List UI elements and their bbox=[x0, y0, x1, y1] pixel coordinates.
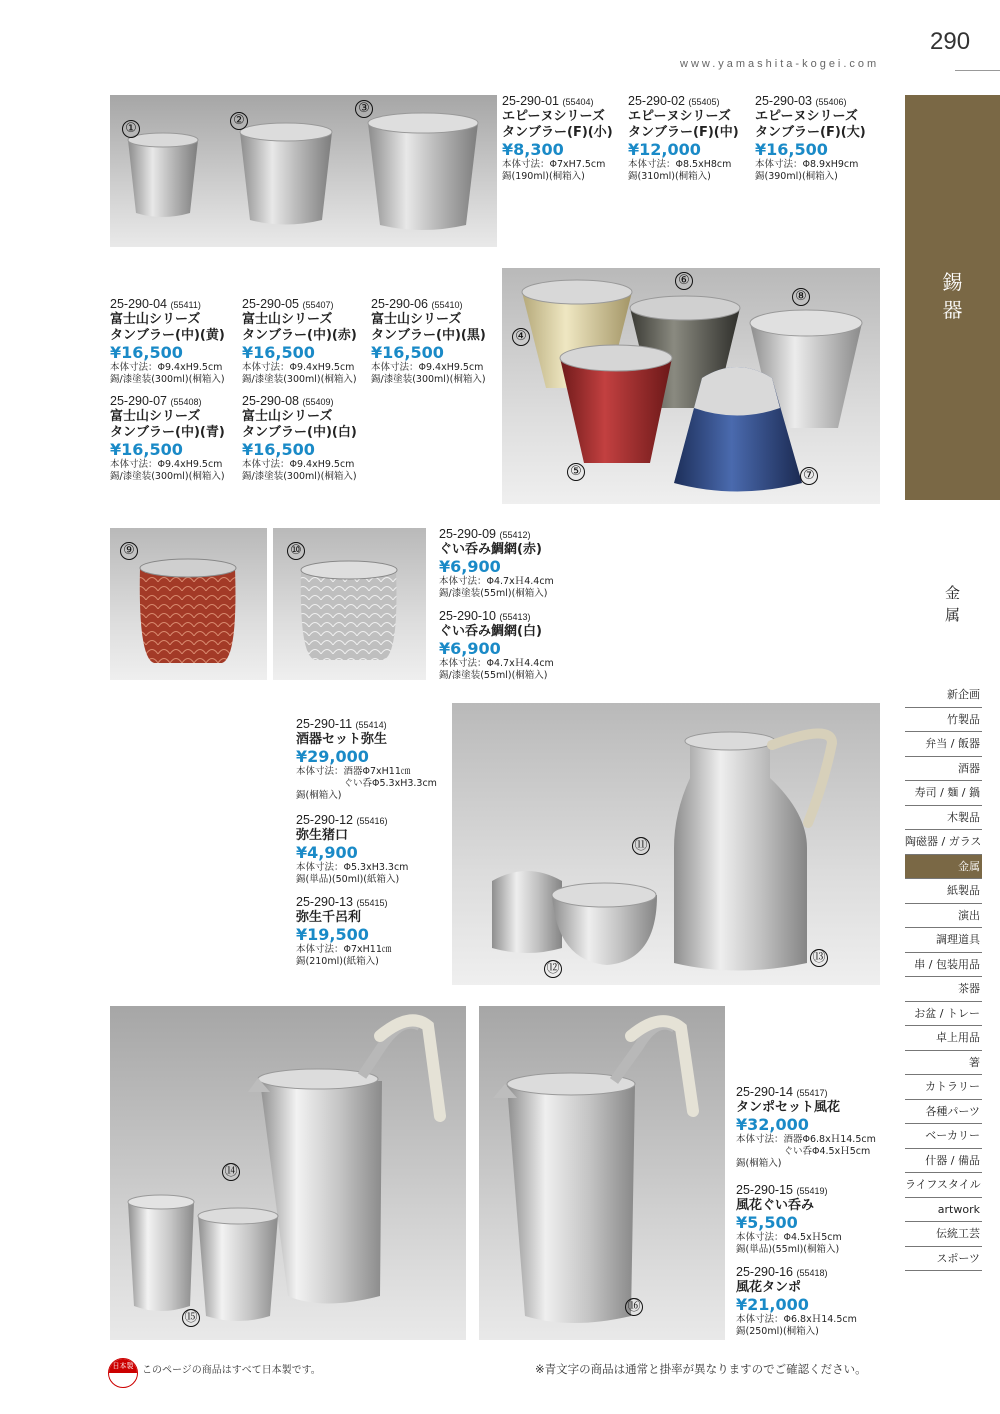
product-name: ぐい呑み鯛網(赤) bbox=[439, 542, 542, 557]
photo-epine-tumblers[interactable] bbox=[110, 95, 497, 247]
photo-number-5: ⑤ bbox=[567, 463, 585, 481]
product-25-290-06[interactable] bbox=[371, 298, 486, 386]
nav-item[interactable]: 演出 bbox=[905, 904, 982, 929]
product-name: タンブラー(F)(小) bbox=[502, 125, 613, 140]
product-subcode: (55406) bbox=[815, 97, 847, 107]
fuka-tanpo-illustration bbox=[479, 1006, 725, 1340]
product-name: 風花タンポ bbox=[736, 1280, 802, 1295]
product-spec: 本体寸法：Φ9.4xH9.5cm bbox=[110, 459, 223, 470]
product-subcode: (55418) bbox=[796, 1268, 828, 1278]
product-name: タンブラー(中)(黒) bbox=[371, 328, 486, 343]
photo-fuka-tanpo[interactable] bbox=[479, 1006, 725, 1340]
product-spec: 錫(250ml)(桐箱入) bbox=[736, 1326, 819, 1337]
nav-item[interactable]: 箸 bbox=[905, 1051, 982, 1076]
product-subcode: (55404) bbox=[562, 97, 594, 107]
product-subcode: (55417) bbox=[796, 1088, 828, 1098]
product-spec: 本体寸法：Φ7xH11㎝ bbox=[296, 944, 392, 955]
product-code: 25-290-16 bbox=[736, 1265, 793, 1279]
fuji-illustration bbox=[502, 268, 880, 504]
category-nav bbox=[905, 683, 982, 1271]
product-name: タンブラー(中)(赤) bbox=[242, 328, 357, 343]
product-price: ¥16,500 bbox=[110, 343, 183, 362]
photo-number-10: ⑩ bbox=[287, 542, 305, 560]
product-code: 25-290-03 bbox=[755, 94, 812, 108]
product-spec: 錫/漆塗装(300ml)(桐箱入) bbox=[242, 471, 357, 482]
product-25-290-07[interactable] bbox=[110, 395, 225, 483]
product-name: 酒器セット弥生 bbox=[296, 732, 388, 747]
product-price: ¥12,000 bbox=[628, 140, 701, 159]
product-code: 25-290-11 bbox=[296, 717, 353, 731]
product-name: エピーヌシリーズ bbox=[502, 109, 605, 124]
product-price: ¥16,500 bbox=[110, 440, 183, 459]
nav-item[interactable]: スポーツ bbox=[905, 1247, 982, 1272]
tanpo-set-illustration bbox=[110, 1006, 466, 1340]
product-25-290-11[interactable] bbox=[296, 718, 437, 802]
product-25-290-08[interactable] bbox=[242, 395, 357, 483]
product-code: 25-290-08 bbox=[242, 394, 299, 408]
photo-number-1: ① bbox=[122, 120, 140, 138]
photo-number-12: ⑫ bbox=[544, 960, 562, 978]
product-subcode: (55419) bbox=[796, 1186, 828, 1196]
product-subcode: (55405) bbox=[688, 97, 720, 107]
product-price: ¥16,500 bbox=[755, 140, 828, 159]
product-code: 25-290-05 bbox=[242, 297, 299, 311]
nav-item[interactable]: 伝統工芸 bbox=[905, 1222, 982, 1247]
product-spec: 錫(単品)(50ml)(紙箱入) bbox=[296, 874, 400, 885]
photo-number-11: ⑪ bbox=[632, 837, 650, 855]
product-name: ぐい呑み鯛網(白) bbox=[439, 624, 542, 639]
nav-item[interactable]: 新企画 bbox=[905, 683, 982, 708]
nav-item[interactable]: 紙製品 bbox=[905, 879, 982, 904]
product-name: タンポセット風花 bbox=[736, 1100, 841, 1115]
product-price: ¥6,900 bbox=[439, 557, 501, 576]
product-name: 富士山シリーズ bbox=[371, 312, 462, 327]
product-name: 富士山シリーズ bbox=[242, 409, 333, 424]
nav-item[interactable]: 茶器 bbox=[905, 977, 982, 1002]
product-spec: 本体寸法：Φ9.4xH9.5cm bbox=[242, 459, 355, 470]
product-spec: 錫(190ml)(桐箱入) bbox=[502, 171, 585, 182]
product-name: 富士山シリーズ bbox=[242, 312, 333, 327]
nav-item[interactable]: 各種パーツ bbox=[905, 1100, 982, 1125]
product-spec: ぐい呑Φ5.3xH3.3cm bbox=[296, 778, 437, 789]
product-spec: 錫(桐箱入) bbox=[296, 790, 342, 801]
product-name: タンブラー(F)(中) bbox=[628, 125, 739, 140]
product-price: ¥21,000 bbox=[736, 1295, 809, 1314]
photo-number-14: ⑭ bbox=[222, 1163, 240, 1181]
product-subcode: (55416) bbox=[356, 816, 388, 826]
product-25-290-16[interactable] bbox=[736, 1266, 857, 1338]
product-subcode: (55412) bbox=[499, 530, 531, 540]
product-subcode: (55414) bbox=[355, 720, 387, 730]
product-price: ¥5,500 bbox=[736, 1213, 798, 1232]
photo-number-3: ③ bbox=[355, 100, 373, 118]
product-price: ¥16,500 bbox=[371, 343, 444, 362]
photo-number-4: ④ bbox=[512, 328, 530, 346]
page-number-rule bbox=[955, 70, 1000, 71]
product-spec: 本体寸法：Φ9.4xH9.5cm bbox=[242, 362, 355, 373]
product-code: 25-290-13 bbox=[296, 895, 353, 909]
product-spec: 本体寸法：Φ4.7xＨ4.4cm bbox=[439, 576, 554, 587]
category-sub-label bbox=[905, 582, 1000, 626]
nav-item[interactable]: 木製品 bbox=[905, 806, 982, 831]
product-name: 弥生猪口 bbox=[296, 828, 349, 843]
product-spec: 錫/漆塗装(300ml)(桐箱入) bbox=[110, 374, 225, 385]
product-code: 25-290-14 bbox=[736, 1085, 793, 1099]
product-code: 25-290-12 bbox=[296, 813, 353, 827]
product-spec: 錫/漆塗装(55ml)(桐箱入) bbox=[439, 670, 548, 681]
page-number: 290 bbox=[930, 28, 971, 55]
photo-number-9: ⑨ bbox=[120, 542, 138, 560]
product-price: ¥19,500 bbox=[296, 925, 369, 944]
product-spec: 錫(単品)(55ml)(桐箱入) bbox=[736, 1244, 840, 1255]
product-price: ¥4,900 bbox=[296, 843, 358, 862]
product-25-290-09[interactable] bbox=[439, 528, 554, 600]
photo-guinomi-red[interactable] bbox=[110, 528, 267, 680]
product-name: 富士山シリーズ bbox=[110, 409, 201, 424]
nav-item[interactable]: 陶磁器 / ガラス bbox=[905, 830, 982, 855]
product-name: タンブラー(F)(大) bbox=[755, 125, 866, 140]
product-spec: 本体寸法：Φ9.4xH9.5cm bbox=[110, 362, 223, 373]
nav-item-active[interactable]: 金属 bbox=[905, 855, 982, 880]
photo-number-16: ⑯ bbox=[625, 1298, 643, 1316]
product-code: 25-290-09 bbox=[439, 527, 496, 541]
product-25-290-13[interactable] bbox=[296, 896, 391, 968]
nav-item[interactable]: ベーカリー bbox=[905, 1124, 982, 1149]
photo-guinomi-white[interactable] bbox=[273, 528, 426, 680]
sake-set-illustration bbox=[452, 703, 880, 985]
product-subcode: (55415) bbox=[356, 898, 388, 908]
nav-item[interactable]: 弁当 / 飯器 bbox=[905, 732, 982, 757]
product-spec: ぐい呑Φ4.5xＨ5cm bbox=[736, 1146, 871, 1157]
product-spec: 錫(桐箱入) bbox=[736, 1158, 782, 1169]
product-name: エピーヌシリーズ bbox=[628, 109, 731, 124]
product-name: 風花ぐい呑み bbox=[736, 1198, 815, 1213]
nav-item[interactable]: 竹製品 bbox=[905, 708, 982, 733]
product-spec: 本体寸法：酒器Φ6.8xＨ14.5cm bbox=[736, 1134, 876, 1145]
footer-made-in-japan-note: このページの商品はすべて日本製です。 bbox=[142, 1365, 321, 1376]
product-subcode: (55407) bbox=[302, 300, 334, 310]
tumblers-illustration bbox=[110, 95, 497, 247]
product-name: 弥生千呂利 bbox=[296, 910, 362, 925]
product-25-290-01[interactable] bbox=[502, 95, 613, 183]
photo-number-2: ② bbox=[230, 112, 248, 130]
photo-number-8: ⑧ bbox=[792, 288, 810, 306]
product-code: 25-290-06 bbox=[371, 297, 428, 311]
nav-item[interactable]: カトラリー bbox=[905, 1075, 982, 1100]
product-price: ¥16,500 bbox=[242, 440, 315, 459]
product-code: 25-290-10 bbox=[439, 609, 496, 623]
product-spec: 錫/漆塗装(300ml)(桐箱入) bbox=[110, 471, 225, 482]
product-25-290-10[interactable] bbox=[439, 610, 554, 682]
product-spec: 錫/漆塗装(55ml)(桐箱入) bbox=[439, 588, 548, 599]
product-spec: 錫(210ml)(紙箱入) bbox=[296, 956, 379, 967]
product-code: 25-290-15 bbox=[736, 1183, 793, 1197]
category-sub-text: 金属 bbox=[944, 584, 960, 624]
product-25-290-14[interactable] bbox=[736, 1086, 876, 1170]
nav-item[interactable]: 什器 / 備品 bbox=[905, 1149, 982, 1174]
product-25-290-05[interactable] bbox=[242, 298, 357, 386]
photo-fuji-tumblers[interactable] bbox=[502, 268, 880, 504]
nav-item[interactable]: 寿司 / 麺 / 鍋 bbox=[905, 781, 982, 806]
made-in-japan-badge bbox=[108, 1358, 138, 1388]
product-price: ¥6,900 bbox=[439, 639, 501, 658]
product-spec: 本体寸法：Φ7xH7.5cm bbox=[502, 159, 606, 170]
product-code: 25-290-04 bbox=[110, 297, 167, 311]
product-spec: 本体寸法：Φ9.4xH9.5cm bbox=[371, 362, 484, 373]
badge-label: 日本製 bbox=[109, 1359, 137, 1373]
product-25-290-02[interactable] bbox=[628, 95, 739, 183]
product-spec: 錫(310ml)(桐箱入) bbox=[628, 171, 711, 182]
product-25-290-15[interactable] bbox=[736, 1184, 842, 1256]
product-price: ¥29,000 bbox=[296, 747, 369, 766]
photo-number-15: ⑮ bbox=[182, 1309, 200, 1327]
product-subcode: (55410) bbox=[431, 300, 463, 310]
product-code: 25-290-07 bbox=[110, 394, 167, 408]
product-spec: 本体寸法：Φ5.3xH3.3cm bbox=[296, 862, 409, 873]
product-spec: 本体寸法：Φ4.7xＨ4.4cm bbox=[439, 658, 554, 669]
product-name: タンブラー(中)(青) bbox=[110, 425, 225, 440]
product-name: タンブラー(中)(白) bbox=[242, 425, 357, 440]
photo-sake-set-yayoi[interactable] bbox=[452, 703, 880, 985]
product-spec: 本体寸法：Φ6.8xＨ14.5cm bbox=[736, 1314, 857, 1325]
product-spec: 錫/漆塗装(300ml)(桐箱入) bbox=[242, 374, 357, 385]
product-25-290-12[interactable] bbox=[296, 814, 408, 886]
nav-item[interactable]: ライフスタイル bbox=[905, 1173, 982, 1198]
nav-item[interactable]: 串 / 包装用品 bbox=[905, 953, 982, 978]
product-price: ¥32,000 bbox=[736, 1115, 809, 1134]
product-spec: 本体寸法：Φ8.5xH8cm bbox=[628, 159, 732, 170]
product-spec: 錫/漆塗装(300ml)(桐箱入) bbox=[371, 374, 486, 385]
nav-item[interactable]: 調理道具 bbox=[905, 928, 982, 953]
product-spec: 本体寸法：Φ8.9xH9cm bbox=[755, 159, 859, 170]
product-subcode: (55408) bbox=[170, 397, 202, 407]
category-main-text: 錫器 bbox=[942, 270, 963, 322]
nav-item[interactable]: 酒器 bbox=[905, 757, 982, 782]
nav-item[interactable]: 卓上用品 bbox=[905, 1026, 982, 1051]
nav-item[interactable]: artwork bbox=[905, 1198, 982, 1223]
product-spec: 錫(390ml)(桐箱入) bbox=[755, 171, 838, 182]
category-main-label bbox=[905, 268, 1000, 324]
site-url[interactable]: www.yamashita-kogei.com bbox=[680, 58, 880, 70]
product-spec: 本体寸法：Φ4.5xＨ5cm bbox=[736, 1232, 842, 1243]
photo-tanpo-set[interactable] bbox=[110, 1006, 466, 1340]
photo-number-7: ⑦ bbox=[800, 467, 818, 485]
photo-number-6: ⑥ bbox=[675, 272, 693, 290]
nav-item[interactable]: お盆 / トレー bbox=[905, 1002, 982, 1027]
product-code: 25-290-01 bbox=[502, 94, 559, 108]
photo-number-13: ⑬ bbox=[810, 949, 828, 967]
product-spec: 本体寸法：酒器Φ7xH11㎝ bbox=[296, 766, 411, 777]
product-price: ¥16,500 bbox=[242, 343, 315, 362]
product-code: 25-290-02 bbox=[628, 94, 685, 108]
product-name: 富士山シリーズ bbox=[110, 312, 201, 327]
product-name: タンブラー(中)(黄) bbox=[110, 328, 225, 343]
product-price: ¥8,300 bbox=[502, 140, 564, 159]
product-25-290-04[interactable] bbox=[110, 298, 225, 386]
product-subcode: (55413) bbox=[499, 612, 531, 622]
product-name: エピーヌシリーズ bbox=[755, 109, 858, 124]
product-subcode: (55411) bbox=[170, 300, 201, 310]
product-25-290-03[interactable] bbox=[755, 95, 866, 183]
product-subcode: (55409) bbox=[302, 397, 334, 407]
footer-price-note: ※青文字の商品は通常と掛率が異なりますのでご確認ください。 bbox=[535, 1362, 867, 1376]
